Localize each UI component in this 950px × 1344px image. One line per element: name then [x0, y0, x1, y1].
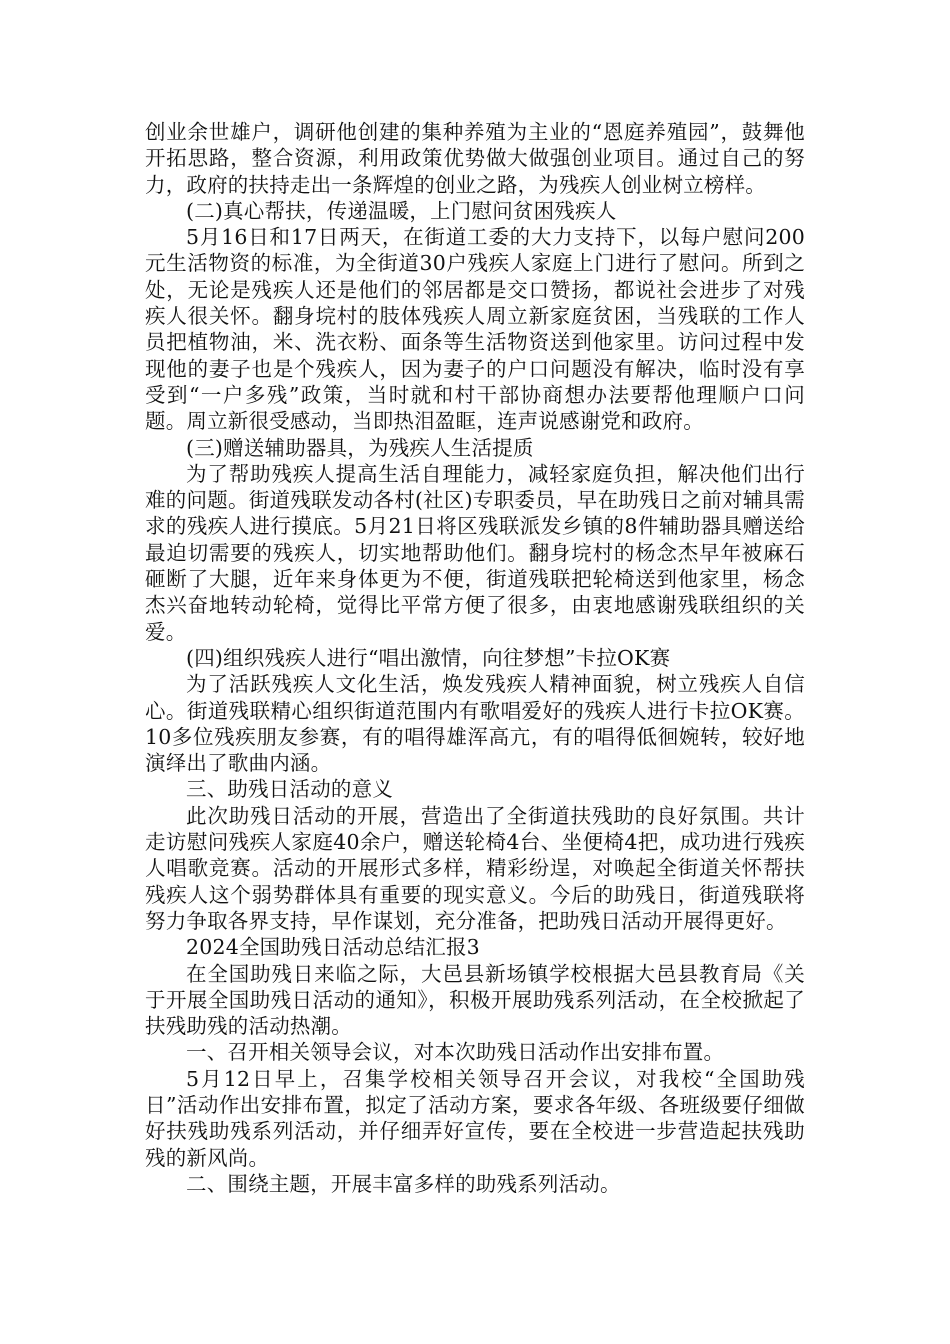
report-title-3: 2024全国助残日活动总结汇报3 [186, 935, 480, 960]
section-heading-significance: 三、助残日活动的意义 [186, 777, 393, 802]
section-heading-activities: 二、围绕主题，开展丰富多样的助残系列活动。 [186, 1171, 621, 1196]
paragraph-continuation: 创业余世雄户，调研他创建的集种养殖为主业的“恩庭养殖园”，鼓舞他开拓思路，整合资源，利用政策优势做大做强创业项目。通过自己的努力，政府的扶持走出一条辉煌的创业之路，为残疾人创业树立榜样。 [145, 120, 805, 197]
section-heading-meeting: 一、召开相关领导会议，对本次助残日活动作出安排布置。 [186, 1040, 725, 1065]
paragraph-significance: 此次助残日活动的开展，营造出了全街道扶残助的良好氛围。共计走访慰问残疾人家庭40余户，赠送轮椅4台、坐便椅4把，成功进行残疾人唱歌竞赛。活动的开展形式多样，精彩纷逞，对唤起全街道关怀帮扶残疾人这个弱势群体具有重要的现实意义。今后的助残日，街道残联将努力争取各界支持，早作谋划，充分准备，把助残日活动开展得更好。 [145, 803, 805, 933]
paragraph-intro-3: 在全国助残日来临之际，大邑县新场镇学校根据大邑县教育局《关于开展全国助残日活动的通知》，积极开展助残系列活动，在全校掀起了扶残助残的活动热潮。 [145, 961, 805, 1039]
paragraph-devices: 为了帮助残疾人提高生活自理能力，减轻家庭负担，解决他们出行难的问题。街道残联发动各村(社区)专职委员，早在助残日之前对辅具需求的残疾人进行摸底。5月21日将区残联派发乡镇的8件辅助器具赠送给最迫切需要的残疾人，切实地帮助他们。翻身垸村的杨念杰早年被麻石砸断了大腿，近年来身体更为不便，街道残联把轮椅送到他家里，杨念杰兴奋地转动轮椅，觉得比平常方便了很多，由衷地感谢残联组织的关爱。 [145, 461, 805, 644]
section-heading-3: (三)赠送辅助器具，为残疾人生活提质 [186, 435, 534, 460]
paragraph-visit: 5月16日和17日两天，在街道工委的大力支持下，以每户慰问200元生活物资的标准，为全街道30户残疾人家庭上门进行了慰问。所到之处，无论是残疾人还是他们的邻居都是交口赞扬，都说社会进步了对残疾人很关怀。翻身垸村的肢体残疾人周立新家庭贫困，当残联的工作人员把植物油，米、洗衣粉、面条等生活物资送到他家里。访问过程中发现他的妻子也是个残疾人，因为妻子的户口问题没有解决，临时没有享受到“一户多残”政策，当时就和村干部协商想办法要帮他理顺户口问题。周立新很受感动，当即热泪盈眶，连声说感谢党和政府。 [145, 225, 805, 434]
paragraph-karaoke: 为了活跃残疾人文化生活，焕发残疾人精神面貌，树立残疾人自信心。街道残联精心组织街道范围内有歌唱爱好的残疾人进行卡拉OK赛。10多位残疾朋友参赛，有的唱得雄浑高亢，有的唱得低徊婉转，较好地演绎出了歌曲内涵。 [145, 672, 805, 776]
document-body [145, 119, 805, 1197]
section-heading-2: (二)真心帮扶，传递温暖，上门慰问贫困残疾人 [186, 198, 617, 223]
paragraph-meeting: 5月12日早上，召集学校相关领导召开会议，对我校“全国助残日”活动作出安排布置，拟定了活动方案，要求各年级、各班级要仔细做好扶残助残系列活动，并仔细弄好宣传，要在全校进一步营造起扶残助残的新风尚。 [145, 1066, 805, 1170]
section-heading-4: (四)组织残疾人进行“唱出激情，向往梦想”卡拉OK赛 [186, 645, 671, 670]
